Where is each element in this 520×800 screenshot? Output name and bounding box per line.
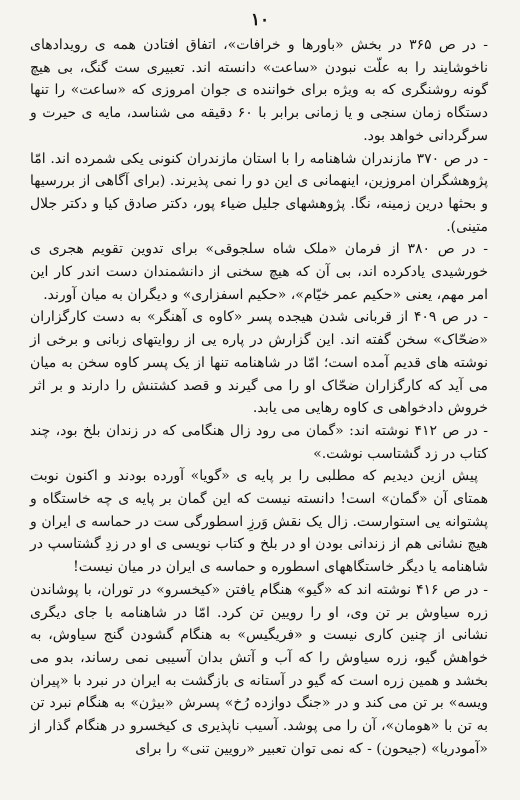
paragraph-380: - در ص ۳۸۰ از فرمان «ملک شاه سلجوقی» برای تدوین تقویم هجری ی خورشیدی یادکرده اند، بی آن که هیچ سخنی از دانشمندان دست اندر کار این امر مهم، یعنی «حکیم عمر خیّام»، «حکیم اسفزاری» و دیگران به میان آورند. (30, 241, 488, 303)
paragraph-412-commentary: پیش ازین دیدیم که مطلبی را بر پایه ی «گویا» آورده بودند و اکنون نوبت همتای آن «گمان» است! دانسته نیست که این گمان بر پایه ی چه خاستگاه و پشتوانه یی استوارست. زال یک نقش وَرزِ اسطورگی ست در حماسه ی ایران و هیچ نشانی هم از زندانی بودن او در بلخ و کتاب نویسی ی او در زدِ گشتاسپ در شاهنامه یا دیگر خاستگاههای اسطوره و حماسه ی ایران در میان نیست! (30, 468, 488, 576)
paragraph-416: - در ص ۴۱۶ نوشته اند که «گیو» هنگام یافتن «کیخسرو» در توران، با پوشاندن زره سیاوش بر تن وی، او را رویین تن کرد. امّا در شاهنامه با جای دیگری نشانی از چنین کاری نیست و «فریگیس» به هنگام گشودن گنج سیاوش، به خواهش گیو، زره سیاوش را که آب و آتش بدان آسیبی نمی رساند، بدو می بخشد و همین زره است که گیو در آستانه ی بازگشت به ایران در نبرد با «پیران ویسه» بر تن می کند و در «جنگ دوازده رُخ» پسرش «بیژن» به هنگام نبرد تن به تن با «هومان»، آن را می پوشد. آسیب ناپذیری ی کیخسرو در هنگام گذار از «آمودریا» (جیحون) - که نمی توان تعبیر «رویین تنی» را برای (30, 581, 488, 757)
paragraph-365: - در ص ۳۶۵ در بخش «باورها و خرافات»، اتفاق افتادن همه ی رویدادهای ناخوشایند را به علّت نبودن «ساعت» دانسته اند. تعبیری ست گنگ، بی هیچ گونه روشنگری که به ویژه برای خواننده ی جوان امروزی که «ساعت» را تنها دستگاه زمان سنجی و یا زمانی برابر با ۶۰ دقیقه می شناسد، مایه ی حیرت و سرگردانی خواهد بود. (30, 37, 488, 144)
paragraph-370: - در ص ۳۷۰ مازندران شاهنامه را با استان مازندران کنونی یکی شمرده اند. امّا پژوهشگران امروزین، اینهمانی ی این دو را نمی پذیرند. (برای آگاهی از بررسیها و بحثها درین زمینه، نگا. پژوهشهای جلیل ضیاء پور، دکتر صادق کیا و دکتر جلال متینی). (30, 150, 488, 235)
paragraph-412: - در ص ۴۱۲ نوشته اند: «گمان می رود زال هنگامی که در زندان بلخ بود، چند کتاب در زد گشتاسب نوشت.» (30, 422, 488, 462)
paragraph-409: - در ص ۴۰۹ از قربانی شدن هیجده پسر «کاوه ی آهنگر» به دست کارگزاران «ضحّاک» سخن گفته اند. این گزارش در پاره یی از روایتهای زبانی و برخی از نوشته های قدیم آمده است؛ امّا در شاهنامه تنها از یک پسر کاوه سخن به میان می آید که کارگزاران ضحّاک او را می گیرند و قصد کشتنش را دارند و بر اثر خروش دادخواهی ی کاوه رهایی می یابد. (30, 309, 488, 417)
body-text (30, 34, 488, 761)
page-number: ۱۰ (250, 10, 270, 30)
